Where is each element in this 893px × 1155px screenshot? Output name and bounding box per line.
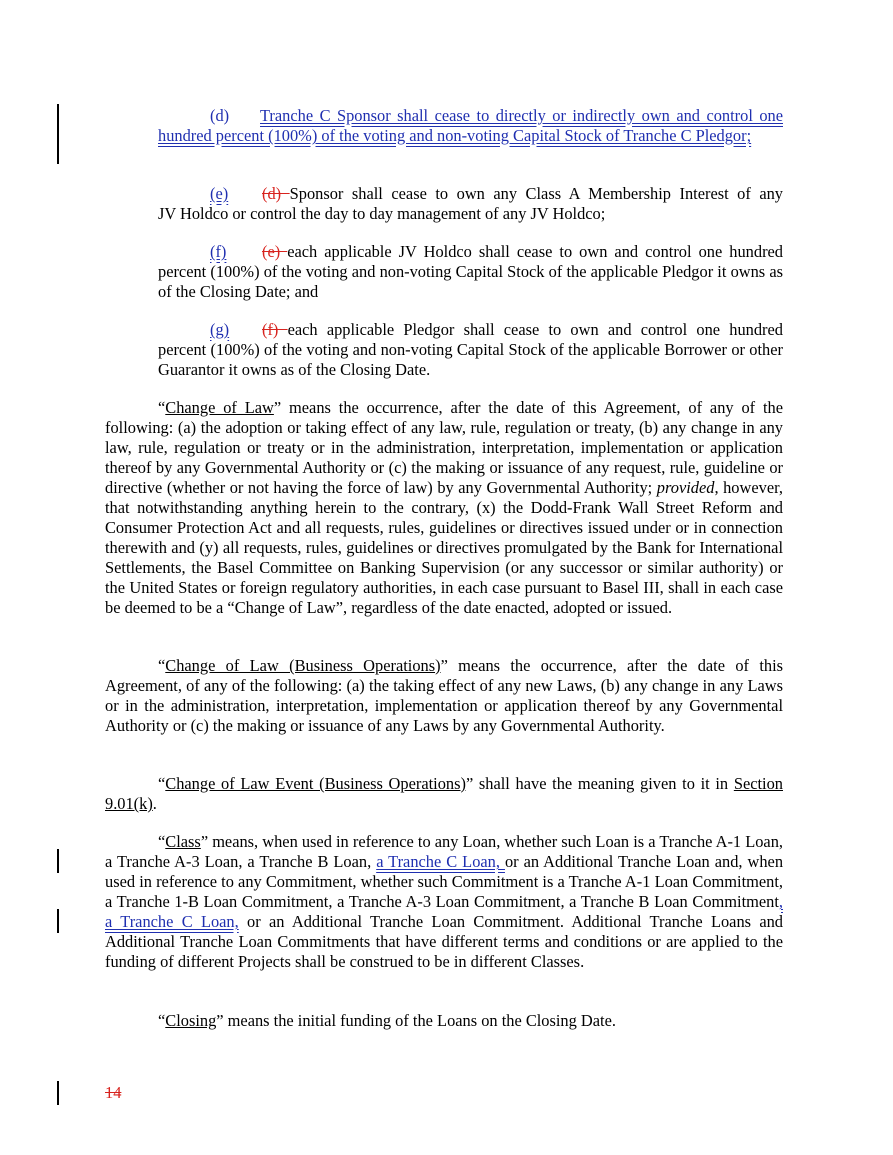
provided-italic: provided bbox=[656, 478, 715, 497]
definition-class bbox=[105, 832, 783, 972]
item-e-text-cont: JV Holdco or control the day to day management of any JV Holdco; bbox=[158, 204, 606, 223]
item-f-old-label: (e) bbox=[262, 242, 288, 261]
definition-text: ” means the initial funding of the Loans on the Closing Date. bbox=[216, 1011, 616, 1030]
item-d-label: (d) bbox=[210, 106, 230, 125]
item-f-text-cont: percent (100%) of the voting and non-voting Capital Stock of the applicable Pledgor it owns as of the Closing Date; and bbox=[158, 262, 783, 301]
open-quote: “ bbox=[158, 832, 166, 851]
definition-text: ” means the occurrence, after the date of this Agreement, of any of the following: (a) the taking effect of any new Laws, (b) any change in any Laws or in the administration, interpretation, implementation or application thereof by any Governmental Authority or (c) the making or issuance of any Laws by any Governmental Authority. bbox=[105, 656, 784, 735]
defined-term: Change of Law (Business Operations) bbox=[165, 656, 441, 675]
definition-text: or an Additional Tranche Loan and, when used in reference to any Commitment, whether such Commitment is a Tranche A-1 Loan Commitment, a Tranche 1-B Loan Commitment, a Tranche A-3 Loan Commitment, a Tranche B Loan Commitment bbox=[105, 852, 784, 911]
item-g-line1 bbox=[158, 320, 783, 340]
definition-text: . bbox=[152, 794, 157, 813]
defined-term: Change of Law Event (Business Operations) bbox=[165, 774, 466, 793]
item-f-new-label: (f) bbox=[210, 242, 227, 261]
defined-term: Closing bbox=[165, 1011, 217, 1030]
item-g-text: each applicable Pledgor shall cease to own and control one hundred bbox=[287, 320, 783, 339]
open-quote: “ bbox=[158, 1011, 166, 1030]
item-g bbox=[158, 320, 783, 380]
section-reference: Section 9.01(k) bbox=[105, 774, 783, 813]
open-quote: “ bbox=[158, 398, 166, 417]
definition-change-of-law bbox=[105, 398, 783, 618]
change-bar bbox=[57, 909, 59, 933]
item-f bbox=[158, 242, 783, 302]
definition-change-of-law-event bbox=[105, 774, 783, 814]
item-g-text-cont: percent (100%) of the voting and non-voting Capital Stock of the applicable Borrower or other Guarantor it owns as of the Closing Date. bbox=[158, 340, 783, 379]
definition-text: , however, that notwithstanding anything herein to the contrary, (x) the Dodd-Frank Wall Street Reform and Consumer Protection Act and all requests, rules, guidelines or directives issued under or in connection therewith and (y) all requests, rules, guidelines or directives promulgated by the Bank for International Settlements, the Basel Committee on Banking Supervision (or any successor or similar authority) or the United States or foreign regulatory authorities, in each case pursuant to Basel III, shall in each case be deemed to be a “Change of Law”, regardless of the date enacted, adopted or issued. bbox=[105, 478, 783, 617]
item-f-text: each applicable JV Holdco shall cease to own and control one hundred bbox=[287, 242, 783, 261]
item-f-line1 bbox=[158, 242, 783, 262]
item-d bbox=[158, 106, 783, 146]
item-d-inserted bbox=[158, 106, 783, 145]
item-d-text: Tranche C Sponsor shall cease to directly or indirectly own and control one hundred percent (100%) of the voting and non-voting Capital Stock of Tranche C Pledgor; bbox=[158, 106, 783, 145]
definition-closing bbox=[105, 1011, 783, 1031]
defined-term: Class bbox=[165, 832, 201, 851]
item-e-text: Sponsor shall cease to own any Class A Membership Interest of any bbox=[289, 184, 783, 203]
definition-text: ” shall have the meaning given to it in bbox=[465, 774, 734, 793]
item-e bbox=[158, 184, 783, 224]
definition-text: ” means, when used in reference to any Loan, whether such Loan is a Tranche A-1 Loan, a Tranche A-3 Loan, a Tranche B Loan, bbox=[105, 832, 783, 871]
item-g-old-label: (f) bbox=[262, 320, 288, 339]
item-g-new-label: (g) bbox=[210, 320, 230, 339]
open-quote: “ bbox=[158, 774, 166, 793]
change-bar bbox=[57, 104, 59, 164]
page-number: 14 bbox=[105, 1083, 122, 1102]
item-e-old-label: (d) bbox=[262, 184, 290, 203]
inserted-text: , a Tranche C Loan, bbox=[105, 892, 783, 931]
item-e-line1 bbox=[158, 184, 783, 204]
change-bar bbox=[57, 849, 59, 873]
definition-text: or an Additional Tranche Loan Commitment. Additional Tranche Loans and Additional Tranche Loan Commitments that have different terms and conditions or are applied to the funding of different Projects shall be construed to be in different Classes. bbox=[105, 912, 783, 971]
open-quote: “ bbox=[158, 656, 166, 675]
change-bar bbox=[57, 1081, 59, 1105]
definition-change-of-law-business bbox=[105, 656, 783, 736]
definition-text: ” means the occurrence, after the date of this Agreement, of any of the following: (a) the adoption or taking effect of any law, rule, regulation or treaty, (b) any change in any law, rule, regulation or treaty or in the administration, interpretation, implementation or application thereof by any Governmental Authority or (c) the making or issuance of any request, rule, guideline or directive (whether or not having the force of law) by any Governmental Authority; bbox=[105, 398, 783, 497]
defined-term: Change of Law bbox=[165, 398, 274, 417]
item-e-new-label: (e) bbox=[210, 184, 229, 203]
inserted-text: a Tranche C Loan, bbox=[376, 852, 505, 871]
